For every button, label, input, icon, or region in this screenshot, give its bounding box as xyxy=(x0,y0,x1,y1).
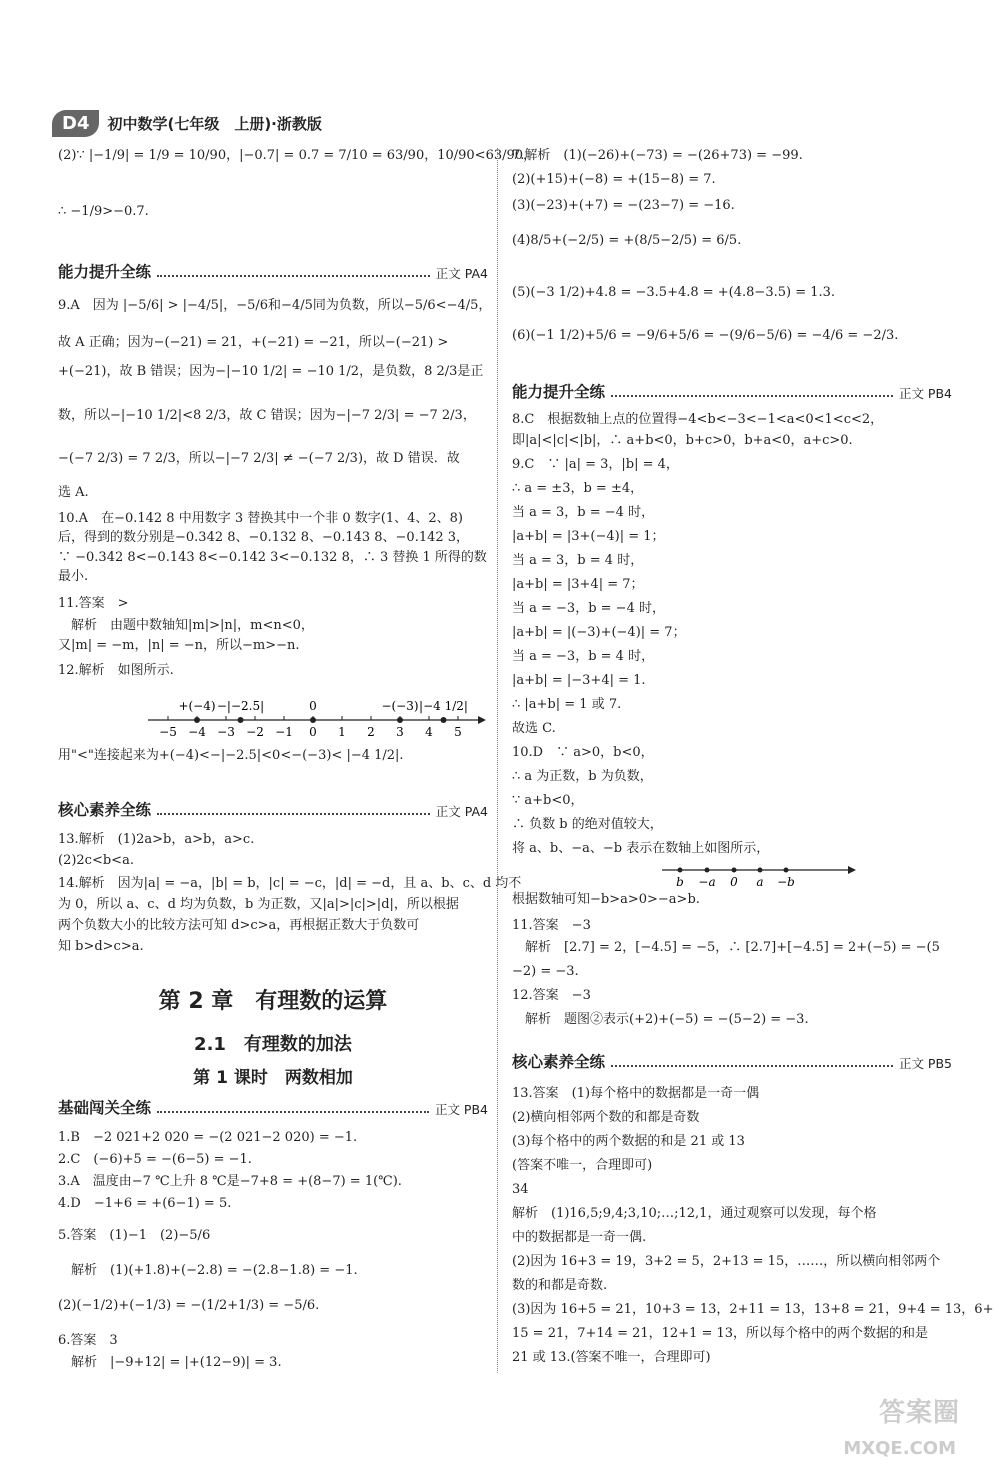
text-line: (2)横向相邻两个数的和都是奇数 xyxy=(512,1110,700,1125)
section-heading xyxy=(512,1050,952,1072)
text-line: (3)每个格中的两个数据的和是 21 或 13 xyxy=(512,1134,745,1149)
text-line: 10.D ∵ a>0，b<0， xyxy=(512,745,654,760)
point-label: −(−3) xyxy=(381,699,419,713)
text-line: 8.C 根据数轴上点的位置得−4<b<−3<−1<a<0<1<c<2， xyxy=(512,412,884,427)
text-line: 34 xyxy=(512,1182,529,1197)
text-line: 知 b>d>c>a. xyxy=(58,939,144,954)
text-line: 9.A 因为 |−5/6| > |−4/5|，−5/6和−4/5同为负数，所以−5/6<−4/5， xyxy=(58,298,492,313)
text-line: 解析 (1)(+1.8)+(−2.8) = −(2.8−1.8) = −1. xyxy=(58,1263,358,1278)
text-line: 即|a|<|c|<|b|，∴ a+b<0，b+c>0，b+a<0，a+c>0. xyxy=(512,433,853,448)
point-label: b xyxy=(676,875,684,889)
text-line: 解析 [2.7] = 2，[−4.5] = −5，∴ [2.7]+[−4.5] = 2+(−5) = −(5 xyxy=(512,940,940,955)
text-line: 根据数轴可知−b>a>0>−a>b. xyxy=(512,892,700,907)
text-line: 最小. xyxy=(58,569,89,584)
text-line: (2)(+15)+(−8) = +(15−8) = 7. xyxy=(512,172,716,187)
leader-dots xyxy=(157,275,430,277)
text-line: 10.A 在−0.142 8 中用数字 3 替换其中一个非 0 数字(1、4、2、8) xyxy=(58,511,464,526)
point-marker xyxy=(310,717,316,723)
text-line: 当 a = −3，b = −4 时， xyxy=(512,601,665,616)
text-line: 6.答案 3 xyxy=(58,1333,118,1348)
chapter-heading: 第 1 课时 两数相加 xyxy=(193,1068,353,1088)
text-line: −(−7 2/3) = 7 2/3，所以−|−7 2/3| ≠ −(−7 2/3)，故 D 错误．故 xyxy=(58,451,460,466)
text-line: 15 = 21，7+14 = 21，12+1 = 13，所以每个格中的两个数据的和是 xyxy=(512,1326,929,1341)
watermark-logo: 答案圈 xyxy=(878,1398,960,1428)
text-line: |a+b| = |3+4| = 7； xyxy=(512,577,644,592)
text-line: 11.答案 −3 xyxy=(512,918,591,933)
text-line: |a+b| = |(−3)+(−4)| = 7； xyxy=(512,625,686,640)
text-line: 后，得到的数分别是−0.342 8、−0.132 8、−0.143 8、−0.142 3， xyxy=(58,530,470,545)
axis-arrow xyxy=(478,716,486,724)
page-reference: 正文 PB5 xyxy=(898,1056,952,1071)
point-label: 0 xyxy=(730,875,738,889)
text-line: (6)(−1 1/2)+5/6 = −9/6+5/6 = −(9/6−5/6) = −4/6 = −2/3. xyxy=(512,328,899,343)
tick-label: −5 xyxy=(159,725,177,739)
text-line: 1.B −2 021+2 020 = −(2 021−2 020) = −1. xyxy=(58,1130,358,1145)
text-line: 解析 (1)16,5;9,4;3,10;…;12,1，通过观察可以发现，每个格 xyxy=(512,1206,877,1221)
text-line: 11.答案 > xyxy=(58,596,129,611)
page-reference: 正文 PA4 xyxy=(435,266,488,281)
tick-label: 0 xyxy=(309,725,317,739)
text-line: (2)2c<b<a. xyxy=(58,853,134,868)
page-reference: 正文 PB4 xyxy=(434,1102,488,1117)
point-label: −a xyxy=(698,875,716,889)
section-title: 能力提升全练 xyxy=(58,263,152,281)
text-line: 4.D −1+6 = +(6−1) = 5. xyxy=(58,1196,232,1211)
section-heading xyxy=(58,260,488,282)
text-line: 用"<"连接起来为+(−4)<−|−2.5|<0<−(−3)< |−4 1/2|. xyxy=(58,748,404,763)
text-line: 9.C ∵ |a| = 3，|b| = 4， xyxy=(512,457,679,472)
text-line: 选 A. xyxy=(58,485,89,500)
text-line: +(−21)，故 B 错误；因为−|−10 1/2| = −10 1/2，是负数，8 2/3是正 xyxy=(58,364,484,379)
text-line: |a+b| = |3+(−4)| = 1； xyxy=(512,529,665,544)
section-title: 能力提升全练 xyxy=(512,383,606,401)
text-line: 12.答案 −3 xyxy=(512,988,591,1003)
text-line: 21 或 13.(答案不唯一，合理即可) xyxy=(512,1350,711,1365)
text-line: −2) = −3. xyxy=(512,964,579,979)
tick-label: −4 xyxy=(188,725,206,739)
text-line: (2)因为 16+3 = 19，3+2 = 5，2+13 = 15，……，所以横向相邻两个 xyxy=(512,1254,941,1269)
text-line: (3)因为 16+5 = 21，10+3 = 13，2+11 = 13，13+8 = 21，9+4 = 13，6+ xyxy=(512,1302,994,1317)
text-line: ∵ a+b<0， xyxy=(512,793,584,808)
section-heading xyxy=(512,380,952,402)
point-marker xyxy=(441,717,447,723)
text-line: 2.C (−6)+5 = −(6−5) = −1. xyxy=(58,1152,252,1167)
point-label: 0 xyxy=(309,699,317,713)
number-line-figure xyxy=(88,688,488,743)
text-line: 13.解析 (1)2a>b，a>b，a>c. xyxy=(58,832,255,847)
section-title: 核心素养全练 xyxy=(512,1053,606,1071)
text-line: 数，所以−|−10 1/2|<8 2/3，故 C 错误；因为−|−7 2/3| = −7 2/3， xyxy=(58,408,476,423)
text-line: 将 a、b、−a、−b 表示在数轴上如图所示， xyxy=(512,841,770,856)
tick-label: 4 xyxy=(425,725,433,739)
chapter-heading: 2.1 有理数的加法 xyxy=(194,1034,352,1055)
text-line: 解析 |−9+12| = |+(12−9)| = 3. xyxy=(58,1355,282,1370)
text-line: ∴ 负数 b 的绝对值较大， xyxy=(512,817,663,832)
text-line: 5.答案 (1)−1 (2)−5/6 xyxy=(58,1228,211,1243)
tick-label: −3 xyxy=(217,725,235,739)
text-line: (5)(−3 1/2)+4.8 = −3.5+4.8 = +(4.8−3.5) = 1.3. xyxy=(512,285,836,300)
point-marker xyxy=(705,868,710,873)
text-line: 14.解析 因为|a| = −a，|b| = b，|c| = −c，|d| = −d，且 a、b、c、d 均不 xyxy=(58,876,522,891)
text-line: 故选 C. xyxy=(512,721,556,736)
text-line: (答案不唯一，合理即可) xyxy=(512,1158,653,1173)
text-line: ∴ a = ±3，b = ±4， xyxy=(512,481,644,496)
point-marker xyxy=(732,868,737,873)
text-line: ∵ −0.342 8<−0.143 8<−0.142 3<−0.132 8，∴ 3 替换 1 所得的数 xyxy=(58,550,487,565)
section-heading xyxy=(58,798,488,820)
text-line: 3.A 温度由−7 ℃上升 8 ℃是−7+8 = +(8−7) = 1(℃). xyxy=(58,1174,402,1189)
point-marker xyxy=(784,868,789,873)
text-line: 又|m| = −m，|n| = −n，所以−m>−n. xyxy=(58,638,300,653)
point-label: −b xyxy=(777,875,795,889)
page-reference: 正文 PA4 xyxy=(435,804,488,819)
text-line: ∴ −1/9>−0.7. xyxy=(58,204,149,219)
leader-dots xyxy=(611,1065,893,1067)
tick-label: 2 xyxy=(367,725,375,739)
text-line: |a+b| = |−3+4| = 1. xyxy=(512,673,646,688)
text-line: ∴ a 为正数，b 为负数， xyxy=(512,769,653,784)
text-line: (4)8/5+(−2/5) = +(8/5−2/5) = 6/5. xyxy=(512,233,742,248)
point-marker xyxy=(758,868,763,873)
section-title: 核心素养全练 xyxy=(58,801,152,819)
point-label: |−4 1/2| xyxy=(419,699,468,713)
leader-dots xyxy=(611,395,893,397)
text-line: 中的数据都是一奇一偶. xyxy=(512,1230,647,1245)
tick-label: −2 xyxy=(246,725,264,739)
page-tab: D4 xyxy=(52,110,99,137)
watermark-url: MXQE.COM xyxy=(843,1438,956,1459)
text-line: 解析 由题中数轴知|m|>|n|，m<n<0， xyxy=(58,618,314,633)
point-marker xyxy=(678,868,683,873)
column-divider xyxy=(497,148,498,1373)
tick-label: 5 xyxy=(454,725,462,739)
leader-dots xyxy=(157,813,430,815)
page-reference: 正文 PB4 xyxy=(898,386,952,401)
text-line: 故 A 正确；因为−(−21) = 21，+(−21) = −21，所以−(−21) > xyxy=(58,335,449,350)
book-title: 初中数学(七年级 上册)·浙教版 xyxy=(107,114,322,133)
text-line: 当 a = 3，b = −4 时， xyxy=(512,505,655,520)
text-line: 为 0，所以 a、c、d 均为负数，b 为正数，又|a|>|c|>|d|，所以根据 xyxy=(58,897,459,912)
text-line: ∴ |a+b| = 1 或 7. xyxy=(512,697,622,712)
point-marker xyxy=(194,717,200,723)
tick-label: −1 xyxy=(275,725,293,739)
abab-number-line xyxy=(512,860,862,892)
text-line: (3)(−23)+(+7) = −(23−7) = −16. xyxy=(512,198,735,213)
tick-label: 1 xyxy=(338,725,346,739)
point-label: a xyxy=(756,875,764,889)
point-label: +(−4) xyxy=(178,699,216,713)
text-line: 13.答案 (1)每个格中的数据都是一奇一偶 xyxy=(512,1086,760,1101)
leader-dots xyxy=(157,1111,429,1113)
text-line: 解析 题图②表示(+2)+(−5) = −(5−2) = −3. xyxy=(512,1012,809,1027)
text-line: 当 a = −3，b = 4 时， xyxy=(512,649,655,664)
tick-label: 3 xyxy=(396,725,404,739)
text-line: 数的和都是奇数. xyxy=(512,1278,608,1293)
page-header xyxy=(52,108,322,138)
text-line: 7.解析 (1)(−26)+(−73) = −(26+73) = −99. xyxy=(512,148,803,163)
text-line: 当 a = 3，b = 4 时， xyxy=(512,553,644,568)
point-marker xyxy=(397,717,403,723)
axis-arrow xyxy=(848,866,856,874)
text-line: (2)(−1/2)+(−1/3) = −(1/2+1/3) = −5/6. xyxy=(58,1298,320,1313)
text-line: 12.解析 如图所示. xyxy=(58,663,174,678)
point-marker xyxy=(238,717,244,723)
chapter-heading: 第 2 章 有理数的运算 xyxy=(158,989,388,1014)
section-heading xyxy=(58,1096,488,1118)
text-line: (2)∵ |−1/9| = 1/9 = 10/90，|−0.7| = 0.7 = 7/10 = 63/90，10/90<63/90， xyxy=(58,148,537,163)
section-title: 基础闯关全练 xyxy=(58,1099,152,1117)
point-label: −|−2.5| xyxy=(216,699,265,713)
text-line: 两个负数大小的比较方法可知 d>c>a，再根据正数大于负数可 xyxy=(58,918,420,933)
